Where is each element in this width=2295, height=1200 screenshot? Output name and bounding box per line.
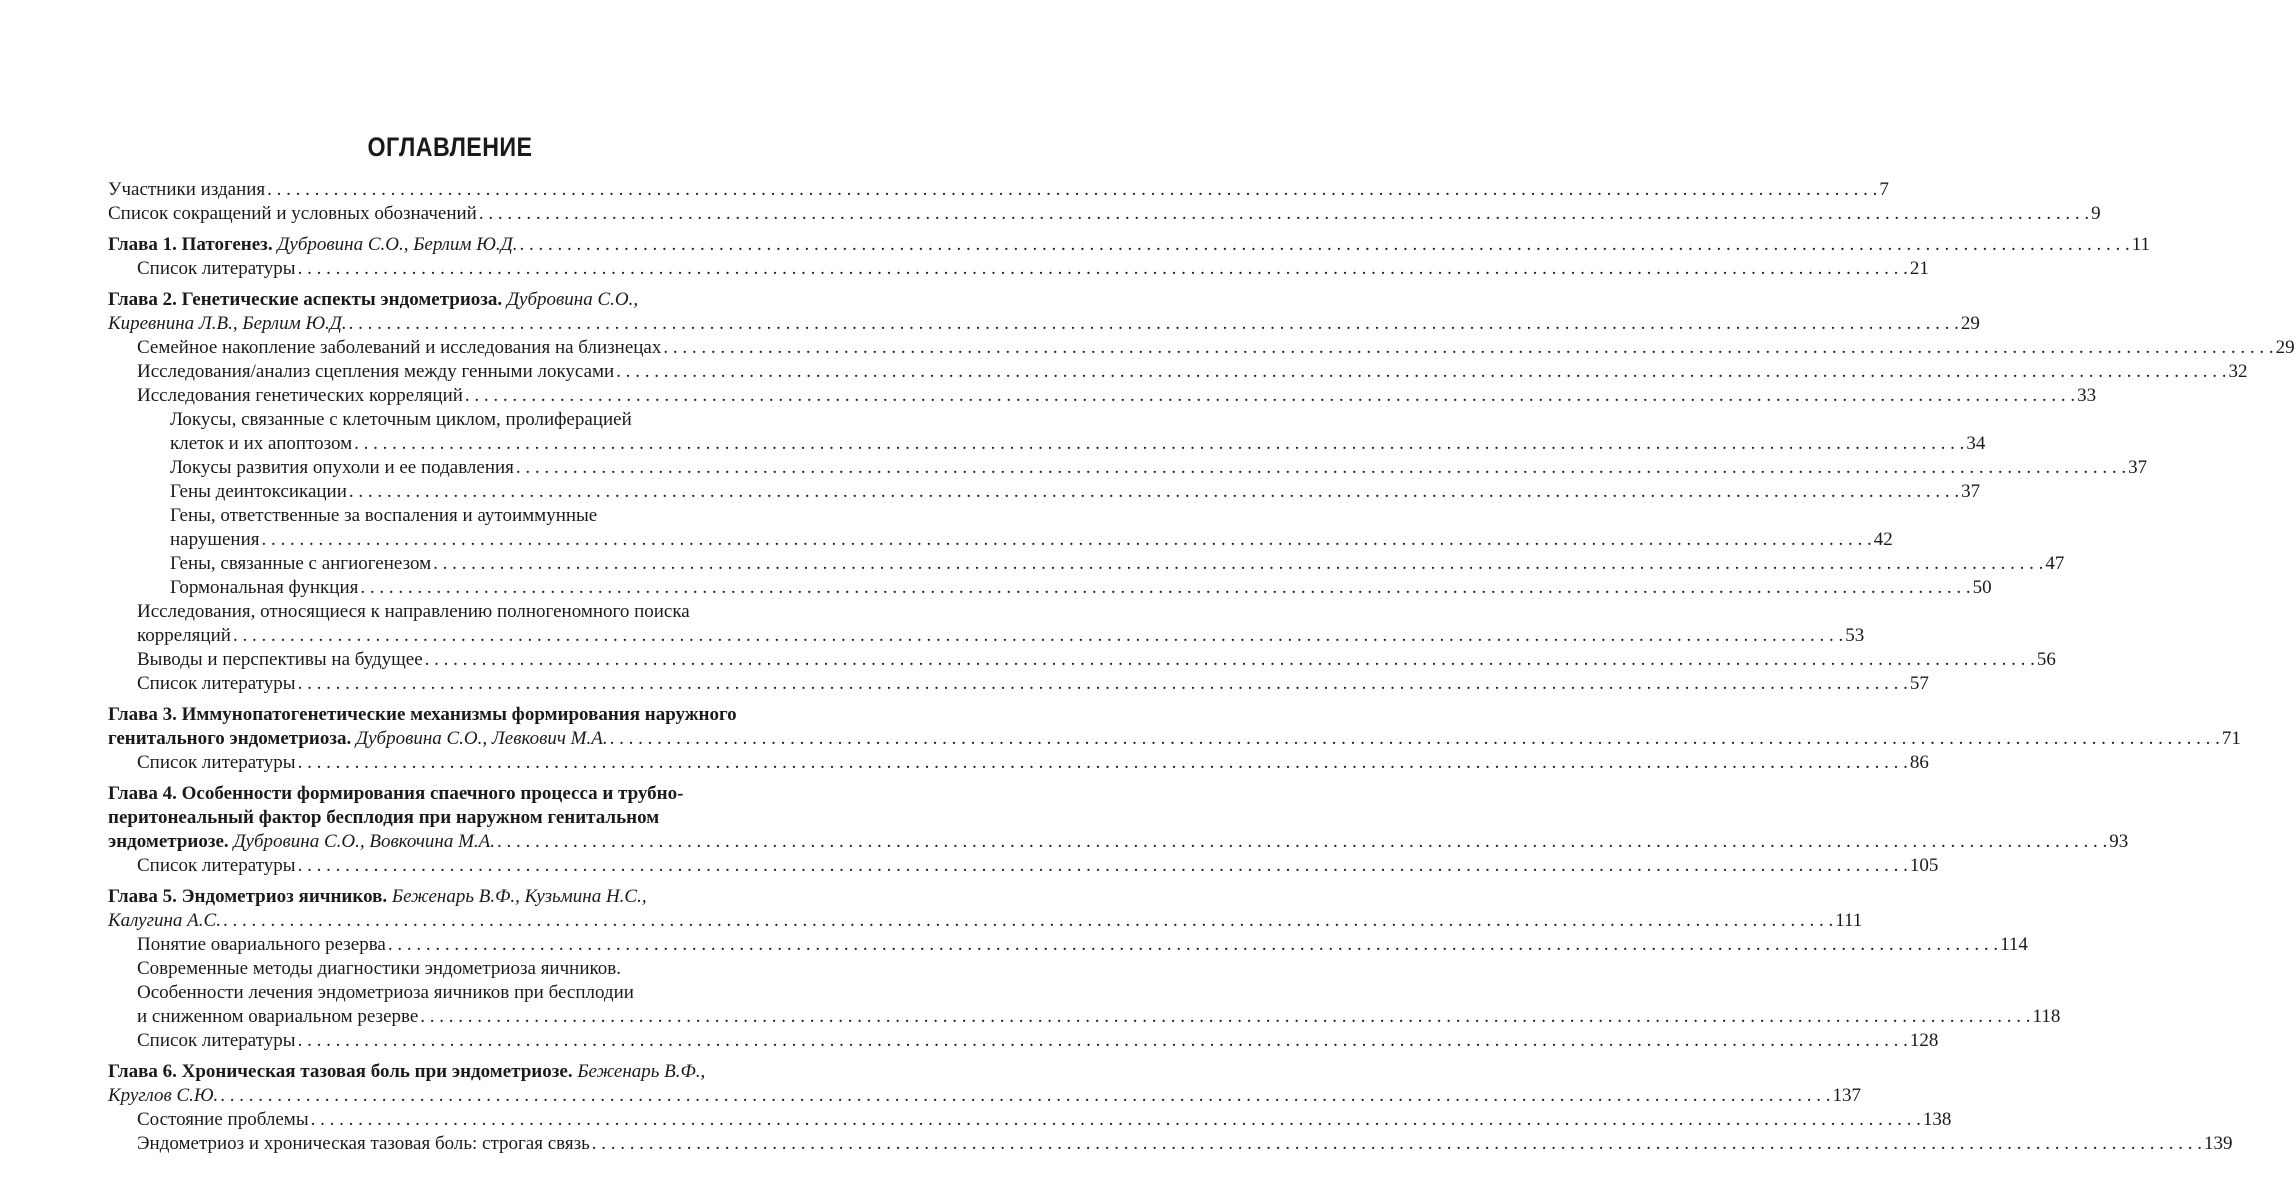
toc-page-number: 114 — [2000, 934, 2028, 955]
toc-page-number: 71 — [2221, 728, 2241, 749]
toc-entry — [108, 981, 782, 1005]
toc-entry — [108, 1108, 1952, 1132]
toc-entry-title: Особенности лечения эндометриоза яичников при бесплодии — [137, 982, 634, 1003]
toc-entry — [108, 933, 2028, 957]
toc-page-number: 128 — [1909, 1030, 1939, 1051]
toc-chapter-4-cont — [108, 806, 782, 830]
leader-dots — [433, 552, 2043, 576]
toc-page-number: 29 — [2275, 337, 2295, 358]
toc-chapter-2 — [108, 288, 782, 312]
toc-entry-title: Локусы развития опухоли и ее подавления — [170, 457, 514, 478]
chapter-title: Иммунопатогенетические механизмы формирования наружного — [181, 704, 737, 725]
chapter-label: Глава 3. — [108, 704, 177, 725]
toc-chapter-4-cont — [108, 830, 2129, 854]
toc-entry — [108, 1132, 2233, 1156]
toc-entry — [108, 751, 1929, 775]
toc-page-number: 47 — [2045, 553, 2065, 574]
chapter-authors: Дубровина С.О., Левкович М.А. — [356, 728, 608, 749]
toc-entry — [108, 648, 2056, 672]
toc-entry-title: Список литературы — [137, 752, 296, 773]
toc-page-number: 29 — [1960, 313, 1980, 334]
toc-entry-title: Список литературы — [137, 673, 296, 694]
toc-chapter-4 — [108, 782, 782, 806]
toc-page-number: 56 — [2036, 649, 2056, 670]
toc-entry — [108, 257, 1929, 281]
leader-dots — [349, 480, 1959, 504]
leader-dots — [298, 854, 1908, 878]
leader-dots — [663, 336, 2273, 360]
toc-entry — [108, 552, 2065, 576]
toc-entry-title: Список сокращений и условных обозначений — [108, 203, 477, 224]
toc-page-number: 137 — [1832, 1085, 1862, 1106]
toc-entry-cont — [108, 1005, 2061, 1029]
toc-entry-cont — [108, 432, 1986, 456]
chapter-label: Глава 5. — [108, 886, 177, 907]
toc-entry-title: Исследования генетических корреляций — [137, 385, 463, 406]
toc-chapter-6-cont — [108, 1084, 1862, 1108]
toc-entry — [108, 957, 782, 981]
leader-dots — [262, 528, 1872, 552]
toc-chapter-1 — [108, 233, 2151, 257]
toc-page-number: 57 — [1909, 673, 1929, 694]
chapter-title: Патогенез. — [181, 234, 273, 255]
leader-dots — [349, 312, 1959, 336]
toc-entry-title: Участники издания — [108, 179, 266, 200]
toc-page-number: 86 — [1909, 752, 1929, 773]
toc-entry — [108, 504, 782, 528]
leader-dots — [465, 384, 2075, 408]
toc-page-number: 21 — [1909, 258, 1929, 279]
toc-entry-title: Гены, ответственные за воспаления и аутоиммунные — [170, 505, 598, 526]
leader-dots — [520, 233, 2130, 257]
toc-entry — [108, 202, 2101, 226]
toc-page-number: 138 — [1922, 1109, 1952, 1130]
table-of-contents — [108, 178, 2295, 1156]
toc-entry — [108, 456, 2148, 480]
toc-page-number: 139 — [2204, 1133, 2233, 1154]
leader-dots — [298, 672, 1908, 696]
chapter-title: Эндометриоз яичников. — [181, 886, 388, 907]
chapter-authors: Киревнина Л.В., Берлим Ю.Д. — [108, 313, 347, 334]
chapter-label: Глава 4. — [108, 783, 177, 804]
toc-entry-title: Понятие овариального резерва — [137, 934, 386, 955]
leader-dots — [388, 933, 1998, 957]
toc-chapter-2-cont — [108, 312, 1980, 336]
chapter-title: эндометриозе. — [108, 831, 229, 852]
chapter-authors: Дубровина С.О., Вовкочина М.А. — [233, 831, 496, 852]
toc-entry-title: Исследования/анализ сцепления между генными локусами — [137, 361, 615, 382]
chapter-authors: Беженарь В.Ф., Кузьмина Н.С., — [391, 886, 647, 907]
toc-entry-title: Выводы и перспективы на будущее — [137, 649, 423, 670]
leader-dots — [516, 456, 2126, 480]
toc-entry — [108, 854, 1939, 878]
toc-entry-title: Семейное накопление заболеваний и исследования на близнецах — [137, 337, 662, 358]
toc-entry — [108, 576, 1992, 600]
toc-entry — [108, 178, 1889, 202]
toc-entry-title: корреляций — [137, 625, 231, 646]
chapter-authors: Круглов С.Ю. — [108, 1085, 219, 1106]
toc-page-number: 111 — [1835, 910, 1863, 931]
toc-chapter-5 — [108, 885, 782, 909]
toc-page-number: 105 — [1909, 855, 1939, 876]
leader-dots — [425, 648, 2035, 672]
toc-entry — [108, 1029, 1939, 1053]
toc-page-number: 9 — [2091, 203, 2101, 224]
toc-entry-title: Локусы, связанные с клеточным циклом, пролиферацией — [170, 409, 632, 430]
leader-dots — [311, 1108, 1921, 1132]
toc-chapter-6 — [108, 1060, 782, 1084]
toc-page-number: 32 — [2228, 361, 2248, 382]
toc-chapter-5-cont — [108, 909, 1863, 933]
toc-page-number: 11 — [2131, 234, 2151, 255]
toc-entry-cont — [108, 624, 1865, 648]
toc-entry-title: Гормональная функция — [170, 577, 359, 598]
toc-entry — [108, 384, 2097, 408]
leader-dots — [354, 432, 1964, 456]
leader-dots — [220, 1084, 1830, 1108]
toc-entry-title: Гены деинтоксикации — [170, 481, 347, 502]
chapter-authors: Дубровина С.О., — [506, 289, 639, 310]
toc-entry-title: Современные методы диагностики эндометриоза яичников. — [137, 958, 621, 979]
chapter-title: Особенности формирования спаечного процесса и трубно- — [181, 783, 684, 804]
chapter-title: Хроническая тазовая боль при эндометриозе. — [181, 1061, 573, 1082]
leader-dots — [420, 1005, 2030, 1029]
leader-dots — [298, 257, 1908, 281]
chapter-title: Генетические аспекты эндометриоза. — [181, 289, 503, 310]
leader-dots — [497, 830, 2107, 854]
leader-dots — [233, 624, 1843, 648]
toc-page-number: 42 — [1873, 529, 1893, 550]
toc-page-number: 37 — [2128, 457, 2148, 478]
toc-entry — [108, 600, 782, 624]
toc-entry-title: Список литературы — [137, 855, 296, 876]
toc-entry-title: нарушения — [170, 529, 260, 550]
toc-page-number: 118 — [2032, 1006, 2061, 1027]
toc-page-number: 7 — [1879, 179, 1889, 200]
toc-entry — [108, 480, 1981, 504]
toc-entry — [108, 336, 2295, 360]
toc-entry-title: Гены, связанные с ангиогенезом — [170, 553, 432, 574]
toc-entry-title: Эндометриоз и хроническая тазовая боль: строгая связь — [137, 1133, 590, 1154]
toc-entry — [108, 360, 2248, 384]
toc-entry-title: Список литературы — [137, 1030, 296, 1051]
toc-page-number: 33 — [2077, 385, 2097, 406]
toc-entry-title: и сниженном овариальном резерве — [137, 1006, 419, 1027]
chapter-title: генитального эндометриоза. — [108, 728, 352, 749]
chapter-label: Глава 2. — [108, 289, 177, 310]
chapter-authors: Дубровина С.О., Берлим Ю.Д. — [277, 234, 518, 255]
toc-page-number: 37 — [1961, 481, 1981, 502]
leader-dots — [592, 1132, 2202, 1156]
toc-page-number: 34 — [1966, 433, 1986, 454]
toc-page-number: 50 — [1972, 577, 1992, 598]
toc-page-number: 53 — [1845, 625, 1865, 646]
toc-entry-cont — [108, 528, 1893, 552]
toc-chapter-3-cont — [108, 727, 2241, 751]
leader-dots — [298, 1029, 1908, 1053]
toc-entry-title: Состояние проблемы — [137, 1109, 309, 1130]
chapter-authors: Беженарь В.Ф., — [577, 1061, 706, 1082]
leader-dots — [267, 178, 1877, 202]
toc-entry-title: Исследования, относящиеся к направлению полногеномного поиска — [137, 601, 690, 622]
page-title: ОГЛАВЛЕНИЕ — [367, 132, 533, 162]
toc-entry-title: Список литературы — [137, 258, 296, 279]
toc-page-number: 93 — [2109, 831, 2129, 852]
toc-chapter-3 — [108, 703, 782, 727]
chapter-title: перитонеальный фактор бесплодия при наружном генитальном — [108, 807, 660, 828]
leader-dots — [223, 909, 1833, 933]
toc-entry — [108, 672, 1929, 696]
chapter-label: Глава 6. — [108, 1061, 177, 1082]
leader-dots — [298, 751, 1908, 775]
leader-dots — [360, 576, 1970, 600]
leader-dots — [479, 202, 2089, 226]
toc-entry — [108, 408, 782, 432]
leader-dots — [610, 727, 2220, 751]
toc-entry-title: клеток и их апоптозом — [170, 433, 353, 454]
chapter-label: Глава 1. — [108, 234, 177, 255]
leader-dots — [616, 360, 2226, 384]
chapter-authors: Калугина А.С. — [108, 910, 221, 931]
